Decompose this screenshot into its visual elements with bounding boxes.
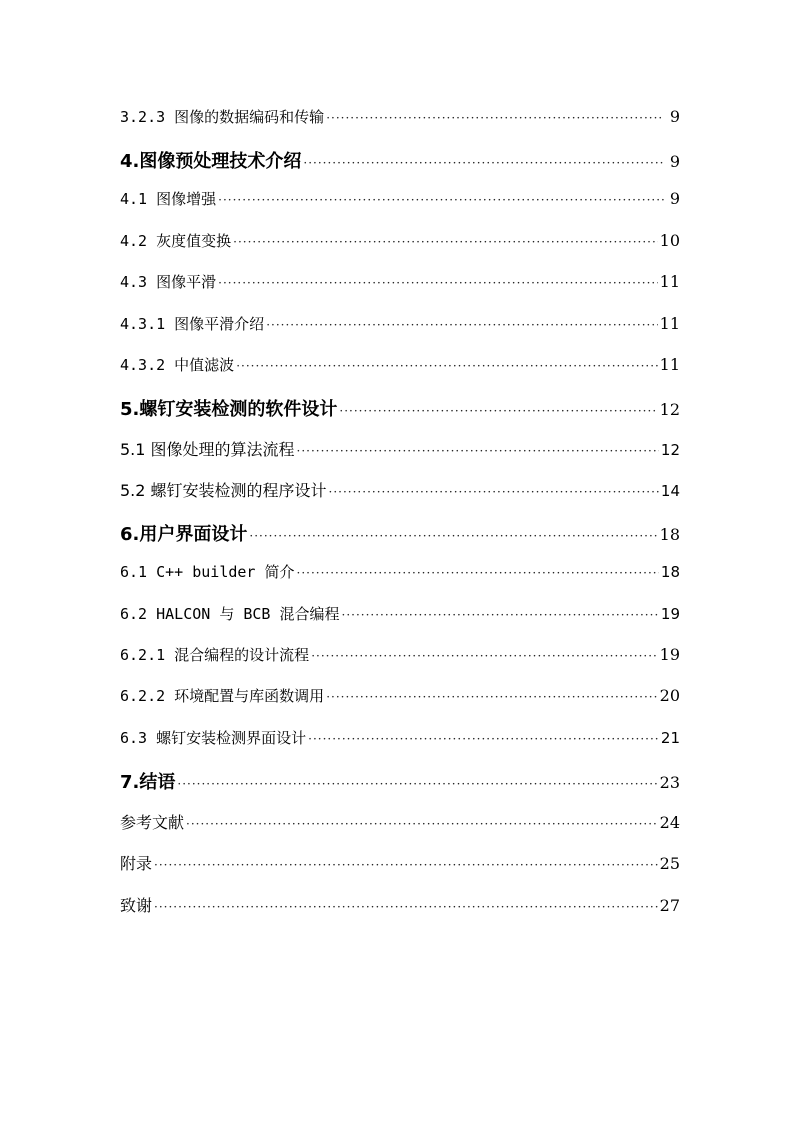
toc-dot-leader [297,444,659,458]
toc-entry-title: 6.2.1 混合编程的设计流程 [120,646,310,664]
toc-entry-5[interactable] [120,395,680,421]
toc-entry-title: 6.2.2 环境配置与库函数调用 [120,687,325,705]
toc-entry-page: 25 [659,854,680,873]
toc-entry-title: 参考文献 [120,813,185,832]
toc-entry-page: 20 [659,686,680,705]
toc-entry-4-3-2[interactable] [120,354,680,375]
toc-entry-page: 24 [659,813,680,832]
toc-entry-title: 4.图像预处理技术介绍 [120,151,302,172]
toc-entry-title: 3.2.3 图像的数据编码和传输 [120,108,325,126]
toc-entry-title: 7.结语 [120,772,176,793]
toc-dot-leader [233,235,658,249]
toc-dot-leader [236,359,657,373]
toc-dot-leader [339,404,657,418]
toc-entry-title: 4.1 图像增强 [120,190,217,208]
toc-entry-3-2-3[interactable] [120,106,680,127]
toc-entry-title: 6.1 C++ builder 简介 [120,563,295,581]
toc-entry-page: 19 [659,645,680,664]
toc-entry-acknowledgements[interactable] [120,893,680,916]
toc-entry-5-1[interactable] [120,437,680,460]
toc-entry-page: 23 [659,773,680,792]
toc-entry-title: 4.3.2 中值滤波 [120,356,235,374]
toc-entry-appendix[interactable] [120,851,680,874]
toc-entry-title: 4.3.1 图像平滑介绍 [120,315,265,333]
toc-entry-4-2[interactable] [120,230,680,251]
toc-entry-page: 14 [660,482,680,500]
toc-entry-title: 4.2 灰度值变换 [120,232,232,250]
toc-dot-leader [308,732,659,746]
toc-entry-6-2[interactable] [120,603,680,624]
toc-entry-page: 11 [659,314,680,333]
toc-entry-page: 12 [659,400,680,419]
toc-entry-6[interactable] [120,520,680,546]
toc-entry-page: 21 [660,729,680,747]
toc-dot-leader [303,156,664,170]
toc-entry-title: 附录 [120,854,153,873]
toc-dot-leader [329,485,659,499]
toc-entry-page: 9 [669,107,680,126]
toc-entry-4-1[interactable] [120,188,680,209]
toc-dot-leader [177,777,657,791]
toc-entry-title: 致谢 [120,896,153,915]
toc-entry-page: 10 [659,231,680,250]
toc-entry-title: 4.3 图像平滑 [120,273,217,291]
table-of-contents [120,0,680,1122]
toc-dot-leader [186,817,658,831]
toc-entry-title: 6.用户界面设计 [120,524,248,545]
toc-dot-leader [326,111,664,125]
toc-entry-title: 6.3 螺钉安装检测界面设计 [120,729,307,747]
toc-entry-title: 6.2 HALCON 与 BCB 混合编程 [120,605,340,623]
toc-entry-title: 5.2 螺钉安装检测的程序设计 [120,481,327,500]
toc-entry-5-2[interactable] [120,478,680,501]
toc-entry-6-2-2[interactable] [120,685,680,706]
toc-entry-7[interactable] [120,768,680,794]
toc-entry-4-3-1[interactable] [120,313,680,334]
toc-entry-page: 18 [659,525,680,544]
toc-entry-page: 9 [669,189,680,208]
toc-dot-leader [311,649,657,663]
toc-dot-leader [154,900,658,914]
toc-entry-4-3[interactable] [120,271,680,292]
toc-dot-leader [154,858,658,872]
toc-entry-page: 11 [659,355,680,374]
toc-dot-leader [218,276,658,290]
toc-entry-page: 9 [669,152,680,171]
toc-dot-leader [218,193,664,207]
toc-entry-references[interactable] [120,810,680,833]
toc-entry-page: 27 [659,896,680,915]
toc-dot-leader [249,529,657,543]
toc-dot-leader [297,566,659,580]
toc-entry-6-2-1[interactable] [120,644,680,665]
toc-entry-title: 5.1 图像处理的算法流程 [120,440,295,459]
toc-dot-leader [342,608,659,622]
toc-entry-page: 11 [659,272,680,291]
toc-entry-6-3[interactable] [120,727,680,748]
toc-entry-title: 5.螺钉安装检测的软件设计 [120,399,338,420]
toc-entry-page: 12 [660,441,680,459]
toc-dot-leader [266,318,657,332]
toc-entry-page: 19 [660,605,680,623]
toc-dot-leader [326,690,657,704]
toc-entry-6-1[interactable] [120,561,680,582]
toc-entry-page: 18 [660,563,680,581]
toc-entry-4[interactable] [120,147,680,173]
